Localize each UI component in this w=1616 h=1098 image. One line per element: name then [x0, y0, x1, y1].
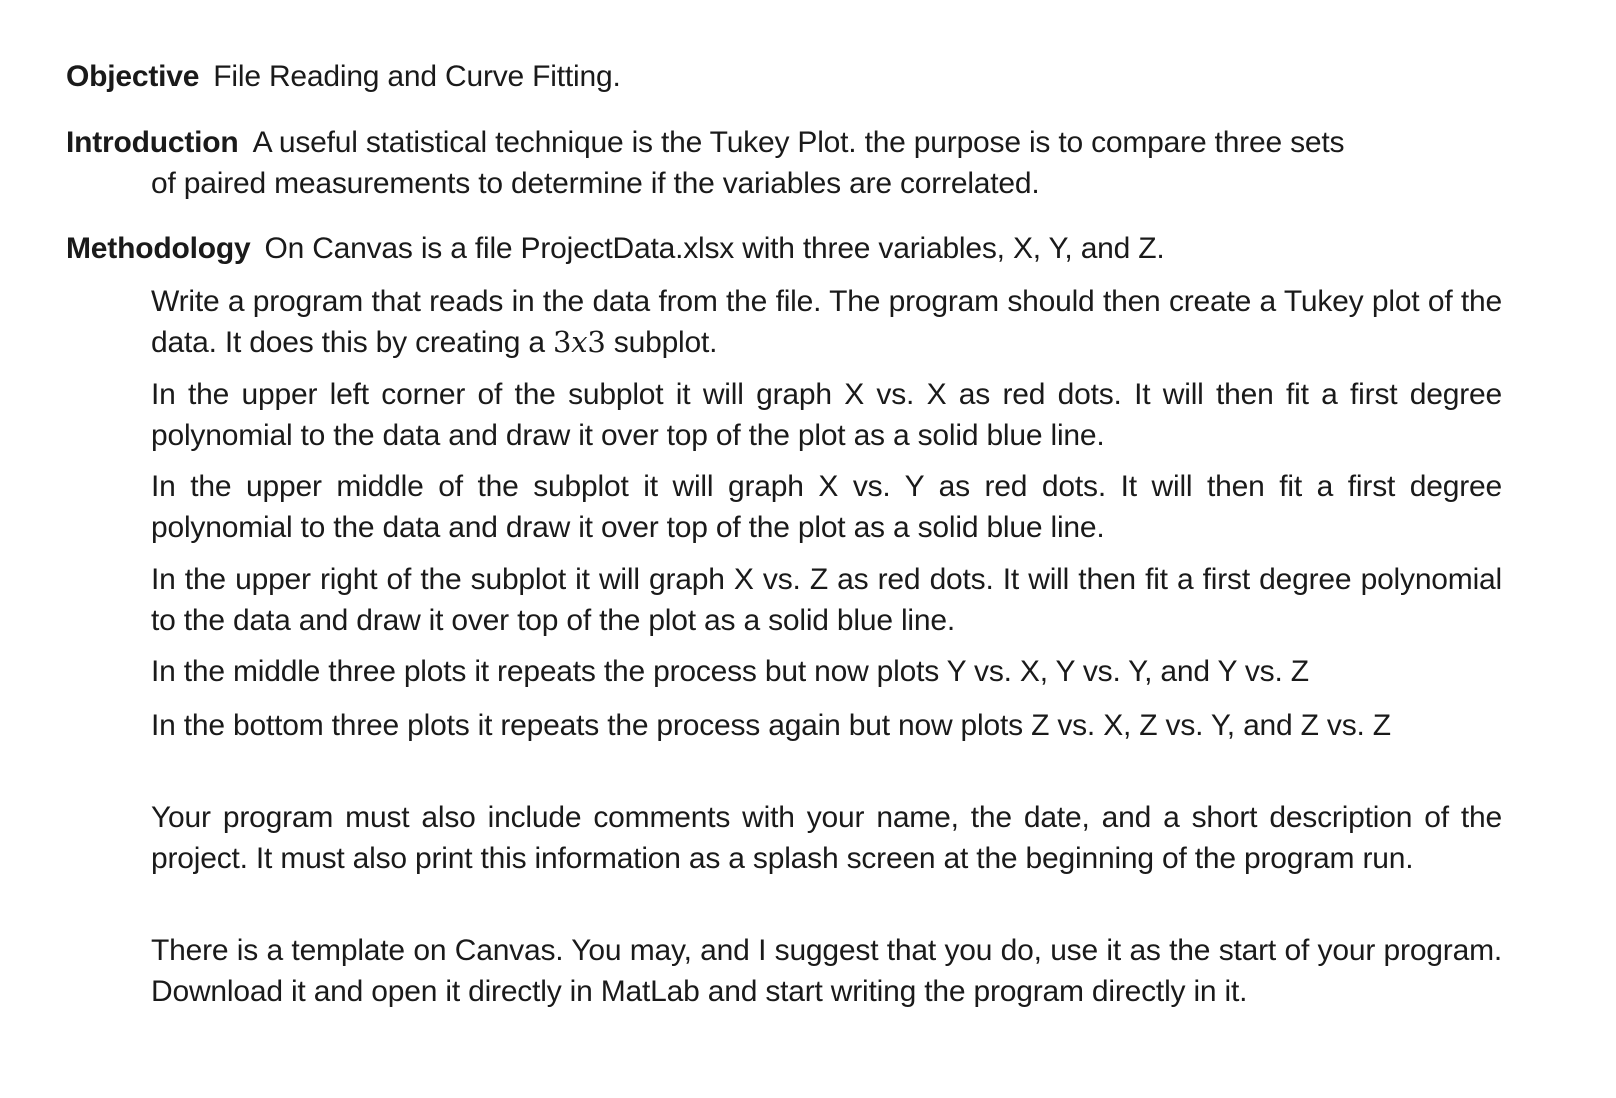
objective-heading: Objective [66, 60, 200, 93]
math-rows: 3 [552, 325, 572, 359]
math-times-var: x [571, 325, 588, 359]
methodology-paragraph-8: There is a template on Canvas. You may, and I suggest that you do, use it as the start of your program. Download it and open it directly in MatLab and start writing the program directly in it. [151, 934, 1502, 1008]
introduction-line-2: of paired measurements to determine if the variables are correlated. [151, 167, 1040, 200]
objective-text: File Reading and Curve Fitting. [213, 60, 621, 93]
introduction-line-1: A useful statistical technique is the Tukey Plot. the purpose is to compare three sets [252, 126, 1345, 159]
math-cols: 3 [587, 325, 606, 359]
introduction-heading: Introduction [66, 126, 239, 159]
methodology-paragraph-5: In the middle three plots it repeats the process but now plots Y vs. X, Y vs. Y, and Y vs. Z [151, 655, 1309, 688]
methodology-section [66, 228, 1502, 269]
paragraph-1-text: Write a program that reads in the data from the file. The program should then create a Tukey plot of the data. It does this by creating a [151, 285, 1502, 359]
introduction-section [66, 122, 1502, 204]
methodology-intro-text: On Canvas is a file ProjectData.xlsx with three variables, X, Y, and Z. [264, 232, 1165, 265]
methodology-paragraph-2: In the upper left corner of the subplot it will graph X vs. X as red dots. It will then fit a first degree polynomial to the data and draw it over top of the plot as a solid blue line. [151, 378, 1502, 452]
methodology-paragraph-3: In the upper middle of the subplot it will graph X vs. Y as red dots. It will then fit a first degree polynomial to the data and draw it over top of the plot as a solid blue line. [151, 470, 1502, 544]
methodology-paragraph-7: Your program must also include comments with your name, the date, and a short description of the project. It must also print this information as a splash screen at the beginning of the program run. [151, 801, 1502, 875]
methodology-paragraph-4: In the upper right of the subplot it will graph X vs. Z as red dots. It will then fit a first degree polynomial to the data and draw it over top of the plot as a solid blue line. [151, 563, 1502, 637]
subplot-dimension-math [553, 325, 606, 359]
objective-section [66, 56, 1502, 97]
methodology-heading: Methodology [66, 232, 251, 265]
methodology-paragraph-1 [151, 281, 1502, 363]
paragraph-1-tail: subplot. [605, 326, 718, 359]
methodology-paragraph-6: In the bottom three plots it repeats the process again but now plots Z vs. X, Z vs. Y, and Z vs. Z [151, 709, 1391, 742]
